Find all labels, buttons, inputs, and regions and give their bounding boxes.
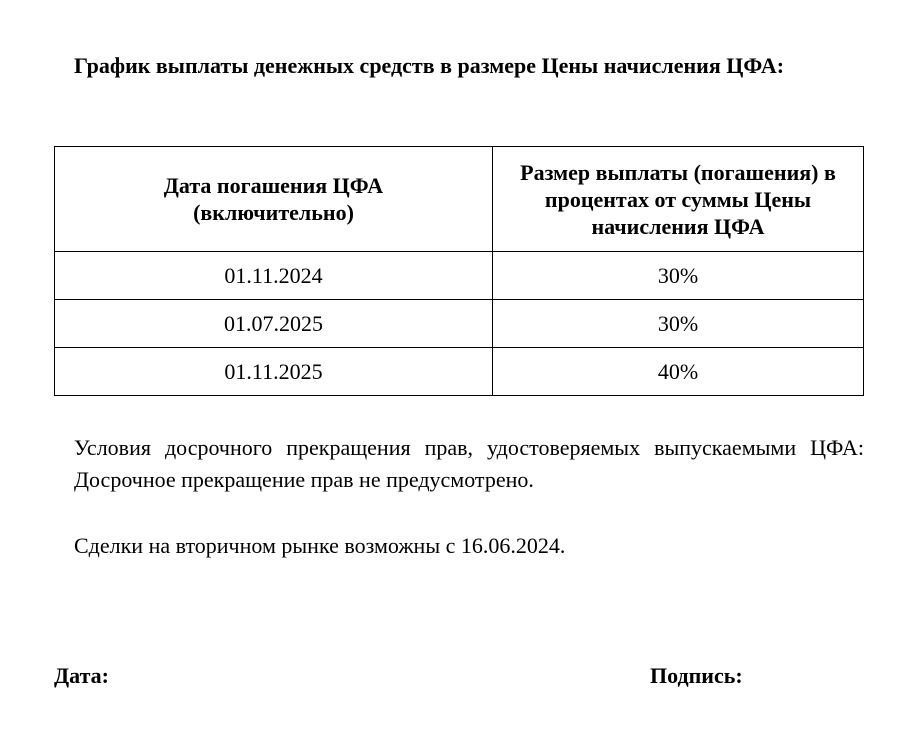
table-row	[55, 348, 864, 396]
table-header-row	[55, 147, 864, 252]
schedule-heading: График выплаты денежных средств в размере Цены начисления ЦФА:	[74, 53, 785, 78]
column-header-payment-size-label: Размер выплаты (погашения) в процентах от суммы Цены начисления ЦФА	[520, 159, 836, 239]
column-header-payment-size	[493, 147, 864, 252]
row-1-percent: 30%	[493, 252, 864, 300]
signature-label: Подпись:	[650, 663, 743, 688]
payment-schedule-table	[54, 146, 864, 396]
row-1-date: 01.11.2024	[55, 252, 493, 300]
early-termination-paragraph: Условия досрочного прекращения прав, удостоверяемых выпускаемыми ЦФА: Досрочное прекращение прав не предусмотрено.	[74, 435, 864, 492]
table-row	[55, 300, 864, 348]
column-header-date	[55, 147, 493, 252]
column-header-date-label: Дата погашения ЦФА (включительно)	[163, 173, 384, 225]
row-3-percent: 40%	[493, 348, 864, 396]
secondary-market-paragraph: Сделки на вторичном рынке возможны с 16.06.2024.	[74, 533, 566, 558]
date-label: Дата:	[54, 663, 109, 688]
row-2-percent: 30%	[493, 300, 864, 348]
row-3-date: 01.11.2025	[55, 348, 493, 396]
table-row	[55, 252, 864, 300]
row-2-date: 01.07.2025	[55, 300, 493, 348]
